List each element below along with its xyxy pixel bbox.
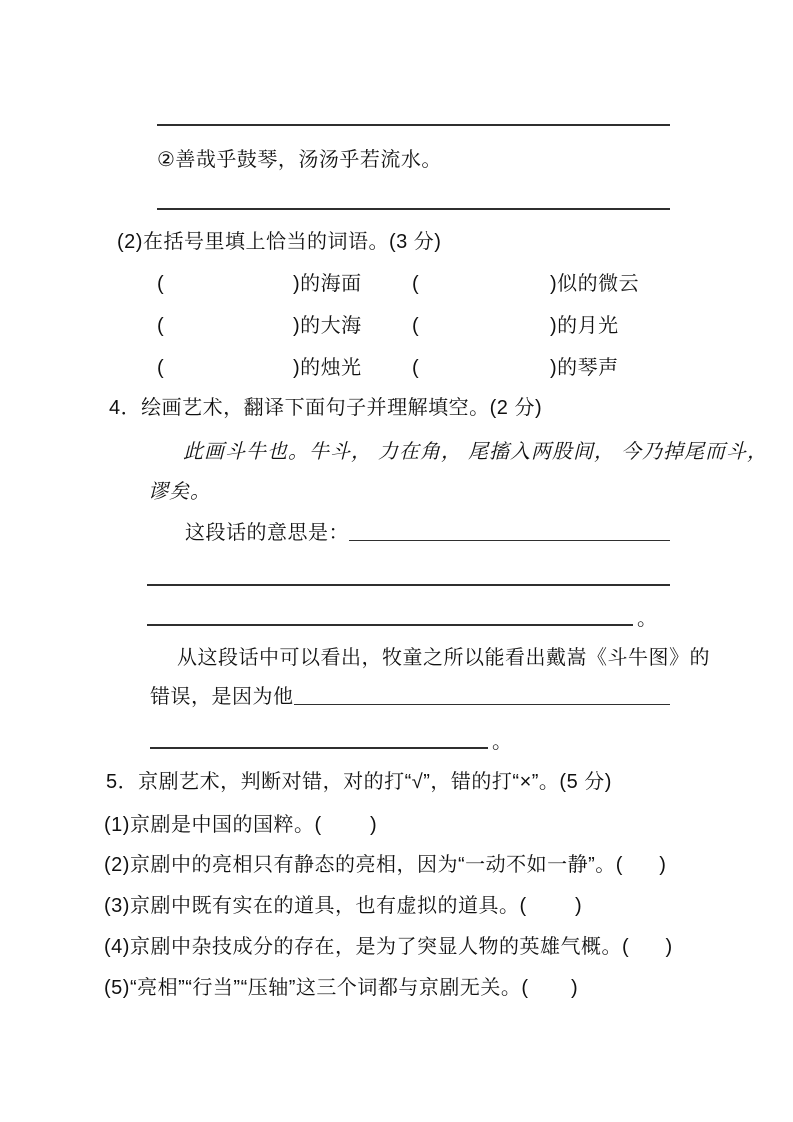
answer-blank-line-2 [157, 208, 670, 210]
fill-row [0, 273, 793, 297]
q4-meaning-prompt: 这段话的意思是： [185, 522, 349, 544]
fill-suffix: )的大海 [293, 315, 362, 337]
fill-suffix: )的海面 [293, 273, 362, 295]
q5-item-4: (4)京剧中杂技成分的存在，是为了突显人物的英雄气概。( ) [104, 936, 673, 958]
q5-item-3: (3)京剧中既有实在的道具，也有虚拟的道具。( ) [104, 895, 583, 917]
q4-heading: 4．绘画艺术，翻译下面句子并理解填空。(2 分) [109, 397, 543, 419]
fill-row [0, 315, 793, 339]
open-paren: ( [412, 273, 420, 295]
q3-sentence-2: ②善哉乎鼓琴，汤汤乎若流水。 [157, 149, 442, 171]
q5-heading: 5．京剧艺术，判断对错，对的打“√”，错的打“×”。(5 分) [106, 771, 612, 793]
answer-blank-line-1 [157, 124, 670, 126]
answer-blank-line-5 [150, 747, 488, 749]
q4-passage-line-2: 谬矣。 [148, 481, 211, 503]
answer-blank-inline [349, 522, 670, 541]
answer-blank-inline [294, 686, 671, 705]
q4-conclusion-line-1: 从这段话中可以看出，牧童之所以能看出戴嵩《斗牛图》的 [177, 647, 710, 669]
q5-item-2: (2)京剧中的亮相只有静态的亮相，因为“一动不如一静”。( ) [104, 854, 667, 876]
open-paren: ( [157, 357, 165, 379]
q4-conclusion-row [150, 686, 670, 708]
fill-suffix: )的月光 [550, 315, 619, 337]
q3-sub2-heading: (2)在括号里填上恰当的词语。(3 分) [117, 231, 442, 253]
open-paren: ( [157, 273, 165, 295]
open-paren: ( [157, 315, 165, 337]
open-paren: ( [412, 315, 420, 337]
open-paren: ( [412, 357, 420, 379]
fill-suffix: )的烛光 [293, 357, 362, 379]
blank-line-period: 。 [492, 731, 513, 753]
q4-conclusion-prefix: 错误，是因为他 [150, 686, 294, 708]
blank-line-period: 。 [637, 608, 658, 630]
q4-passage-line-1: 此画斗牛也。牛斗， 力在角， 尾搐入两股间， 今乃掉尾而斗， [183, 441, 768, 463]
q5-item-1: (1)京剧是中国的国粹。( ) [104, 814, 378, 836]
fill-row [0, 357, 793, 381]
fill-suffix: )的琴声 [550, 357, 619, 379]
answer-blank-line-3 [147, 584, 670, 586]
fill-suffix: )似的微云 [550, 273, 640, 295]
q4-meaning-row [185, 522, 670, 544]
answer-blank-line-4 [147, 624, 633, 626]
q5-item-5: (5)“亮相”“行当”“压轴”这三个词都与京剧无关。( ) [104, 977, 579, 999]
